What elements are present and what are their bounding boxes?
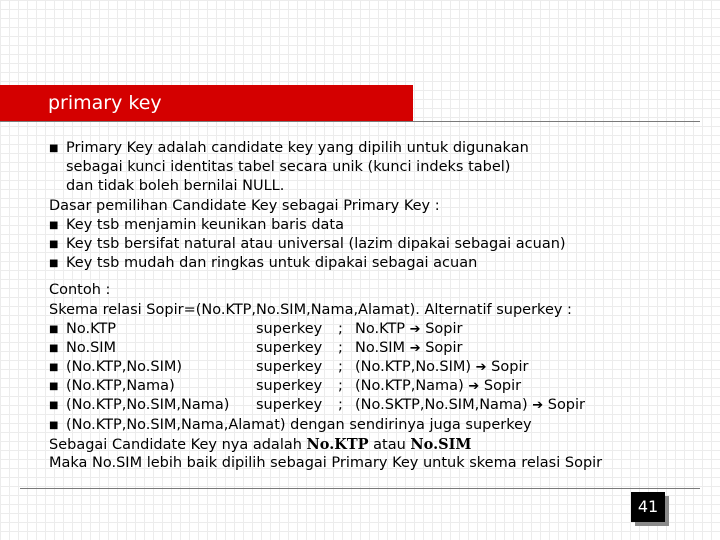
mapping-target: Sopir [491, 359, 529, 376]
arrow-right-icon: ➔ [409, 340, 421, 356]
footer-divider [20, 488, 700, 489]
superkey-separator: ; [338, 320, 343, 337]
superkey-type: superkey [256, 320, 323, 337]
slide-title-bar [0, 85, 413, 122]
superkey-row [49, 320, 699, 339]
slide-body [49, 139, 699, 473]
superkey-separator: ; [338, 359, 343, 376]
superkey-mapping [355, 358, 528, 377]
mapping-target: Sopir [547, 397, 586, 414]
mapping-target: Sopir [483, 378, 522, 395]
slide-title: primary key [48, 92, 162, 114]
superkey-mapping [355, 377, 521, 396]
page-number: 41 [631, 492, 665, 522]
superkey-row [49, 396, 699, 415]
superkey-key: No.SIM [66, 339, 117, 356]
superkey-type: superkey [256, 378, 323, 395]
bullet-continuation: sebagai kunci identitas tabel secara unik (kunci indeks tabel) [66, 159, 511, 176]
mapping-key: (No.KTP,No.SIM) [355, 359, 472, 376]
superkey-separator: ; [338, 397, 343, 414]
arrow-right-icon: ➔ [475, 360, 487, 376]
superkey-type: superkey [256, 397, 323, 414]
arrow-right-icon: ➔ [532, 398, 544, 414]
bullet-icon: ■ [49, 258, 59, 270]
bullet-continuation: dan tidak boleh bernilai NULL. [66, 178, 285, 195]
bullet-item [49, 235, 699, 254]
superkey-mapping [355, 339, 462, 358]
superkey-key: No.KTP [66, 320, 117, 337]
bullet-icon: ■ [49, 362, 59, 374]
arrow-right-icon: ➔ [409, 321, 421, 337]
bullet-item [49, 254, 699, 273]
bullet-icon: ■ [49, 323, 59, 335]
superkey-type: superkey [256, 359, 323, 376]
superkey-key: (No.KTP,No.SIM) [66, 359, 183, 376]
bullet-text: Key tsb menjamin keunikan baris data [66, 216, 344, 233]
bullet-text: Key tsb bersifat natural atau universal (lazim dipakai sebagai acuan) [66, 235, 566, 252]
candidate-line [49, 435, 699, 454]
superkey-key: (No.KTP,Nama) [66, 378, 175, 395]
bullet-icon: ■ [49, 381, 59, 393]
arrow-right-icon: ➔ [468, 379, 480, 395]
bullet-icon: ■ [49, 143, 59, 154]
bullet-text: Key tsb mudah dan ringkas untuk dipakai sebagai acuan [66, 255, 478, 272]
bullet-item [49, 216, 699, 235]
mapping-key: (No.SKTP,No.SIM,Nama) [355, 397, 528, 414]
title-divider [0, 121, 700, 122]
candidate-key-sim: No.SIM [410, 435, 472, 453]
mapping-key: No.SIM [355, 339, 406, 356]
superkey-separator: ; [338, 339, 343, 356]
conclusion-line: Maka No.SIM lebih baik dipilih sebagai Primary Key untuk skema relasi Sopir [49, 455, 603, 471]
superkey-row [49, 377, 699, 396]
bullet-item [49, 139, 699, 158]
superkey-separator: ; [338, 378, 343, 395]
mapping-key: (No.KTP,Nama) [355, 378, 464, 395]
schema-line: Skema relasi Sopir=(No.KTP,No.SIM,Nama,Alamat). Alternatif superkey : [49, 301, 572, 318]
bullet-icon: ■ [49, 400, 59, 412]
bullet-text: Primary Key adalah candidate key yang dipilih untuk digunakan [66, 140, 529, 156]
bullet-icon: ■ [49, 219, 59, 231]
superkey-row [49, 416, 699, 435]
superkey-mapping [355, 396, 585, 415]
mapping-target: Sopir [425, 320, 463, 337]
candidate-prefix: Sebagai Candidate Key nya adalah [49, 436, 307, 453]
superkey-mapping [355, 320, 462, 339]
superkey-row [49, 358, 699, 377]
dasar-heading: Dasar pemilihan Candidate Key sebagai Primary Key : [49, 197, 440, 214]
bullet-icon: ■ [49, 238, 59, 250]
bullet-icon: ■ [49, 419, 59, 431]
mapping-target: Sopir [425, 339, 463, 356]
superkey-row [49, 339, 699, 358]
candidate-key-ktp: No.KTP [306, 435, 369, 453]
superkey-note: (No.KTP,No.SIM,Nama,Alamat) dengan sendirinya juga superkey [66, 416, 532, 433]
candidate-middle: atau [368, 436, 411, 453]
contoh-label: Contoh : [49, 282, 111, 299]
superkey-key: (No.KTP,No.SIM,Nama) [66, 397, 230, 414]
bullet-icon: ■ [49, 342, 59, 354]
superkey-type: superkey [256, 339, 323, 356]
mapping-key: No.KTP [355, 320, 406, 337]
